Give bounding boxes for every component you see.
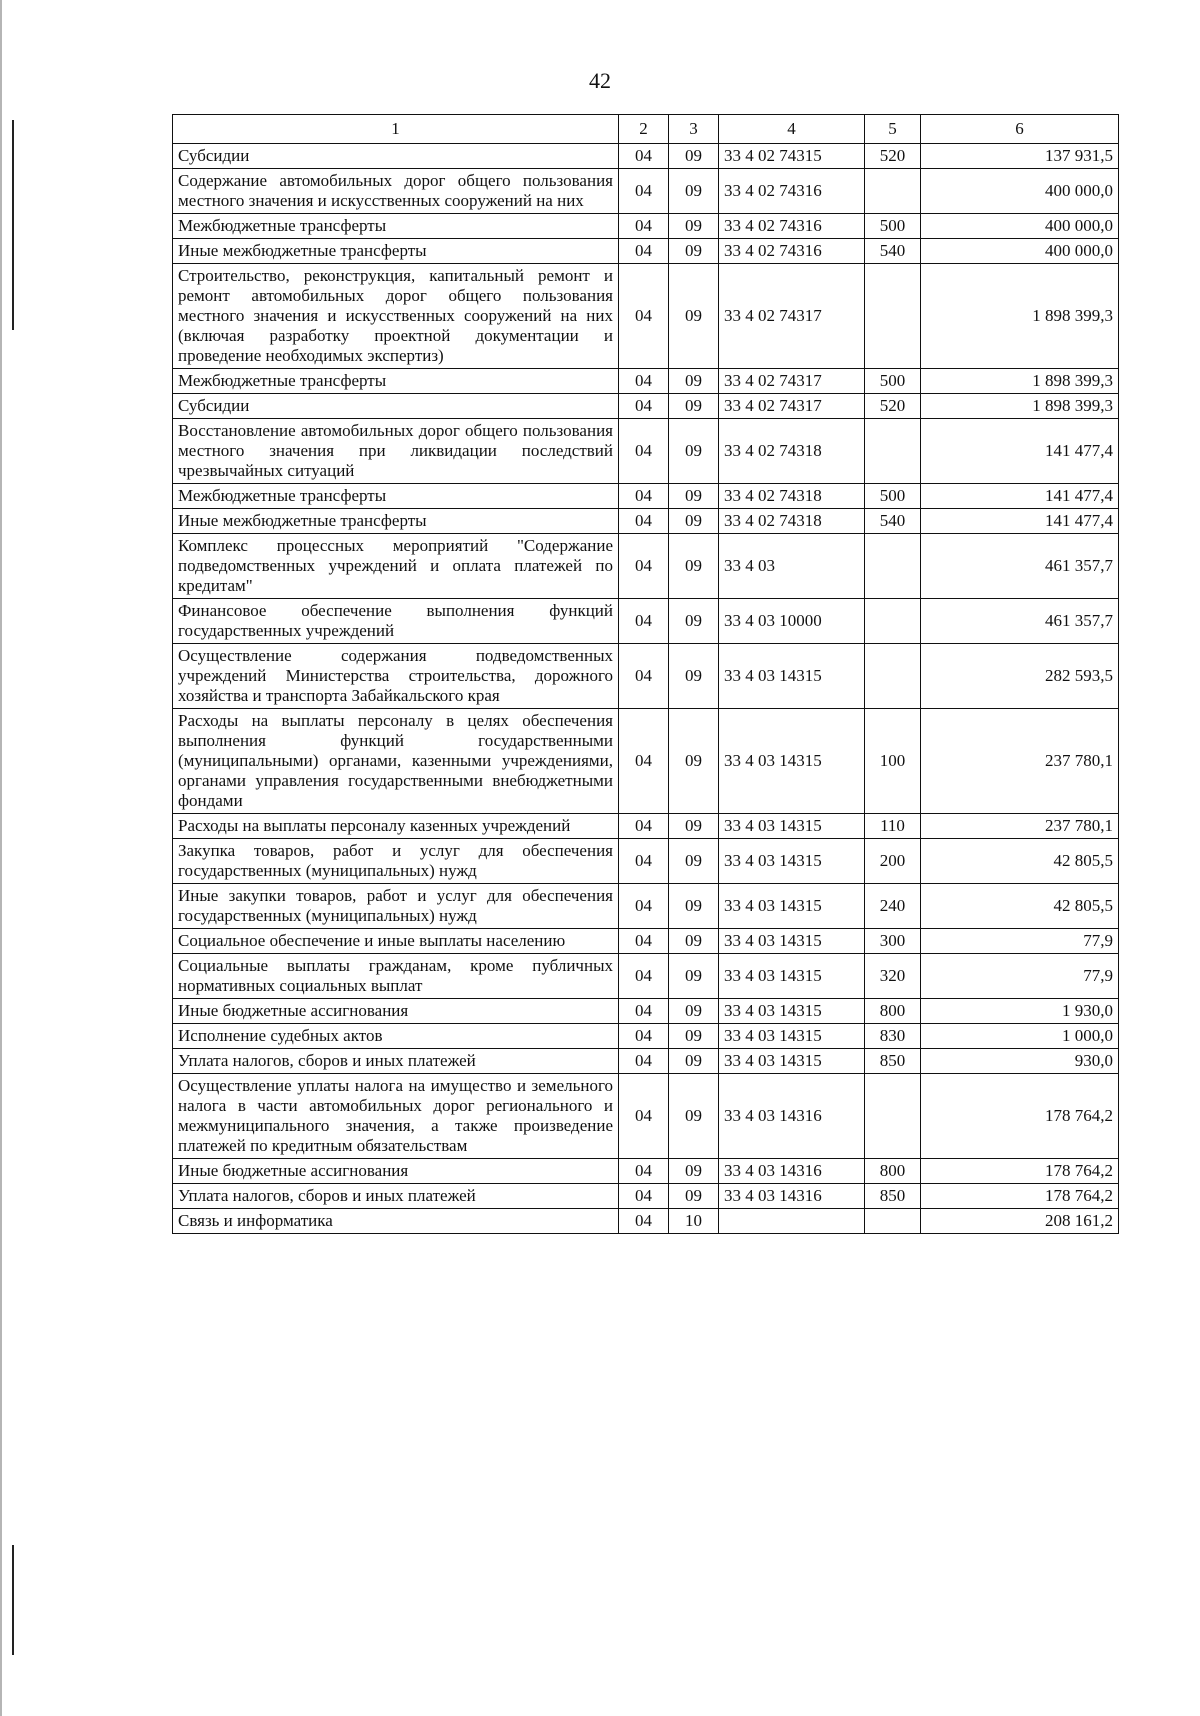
subsection-cell: 09	[669, 644, 719, 709]
row-name-cell: Расходы на выплаты персоналу казенных учреждений	[173, 814, 619, 839]
row-name-cell: Субсидии	[173, 144, 619, 169]
amount-cell: 282 593,5	[921, 644, 1119, 709]
amount-cell: 208 161,2	[921, 1209, 1119, 1234]
table-row	[173, 1074, 1119, 1159]
header-row	[173, 115, 1119, 144]
subsection-cell: 09	[669, 929, 719, 954]
table-row	[173, 1209, 1119, 1234]
row-name-cell: Субсидии	[173, 394, 619, 419]
table-row	[173, 394, 1119, 419]
amount-cell: 400 000,0	[921, 214, 1119, 239]
column-header-3: 3	[669, 115, 719, 144]
expense-kind-cell	[865, 169, 921, 214]
expense-kind-cell	[865, 599, 921, 644]
table-row	[173, 214, 1119, 239]
expense-kind-cell: 850	[865, 1184, 921, 1209]
column-header-5: 5	[865, 115, 921, 144]
row-name-cell: Закупка товаров, работ и услуг для обеспечения государственных (муниципальных) нужд	[173, 839, 619, 884]
column-header-1: 1	[173, 115, 619, 144]
amount-cell: 1 000,0	[921, 1024, 1119, 1049]
subsection-cell: 09	[669, 599, 719, 644]
subsection-cell: 09	[669, 419, 719, 484]
section-cell: 04	[619, 394, 669, 419]
row-name-cell: Строительство, реконструкция, капитальный ремонт и ремонт автомобильных дорог общего пользования местного значения и искусственных сооружений на них (включая разработку проектной документации и проведение необходимых экспертиз)	[173, 264, 619, 369]
expense-kind-cell: 830	[865, 1024, 921, 1049]
amount-cell: 237 780,1	[921, 814, 1119, 839]
subsection-cell: 09	[669, 954, 719, 999]
subsection-cell: 09	[669, 1074, 719, 1159]
target-code-cell: 33 4 02 74317	[719, 369, 865, 394]
table-row	[173, 534, 1119, 599]
target-code-cell: 33 4 03 14315	[719, 1024, 865, 1049]
target-code-cell: 33 4 02 74316	[719, 169, 865, 214]
target-code-cell: 33 4 03 14315	[719, 999, 865, 1024]
target-code-cell: 33 4 03 14315	[719, 884, 865, 929]
target-code-cell: 33 4 03 14315	[719, 814, 865, 839]
section-cell: 04	[619, 929, 669, 954]
expense-kind-cell: 800	[865, 999, 921, 1024]
target-code-cell: 33 4 02 74318	[719, 484, 865, 509]
target-code-cell: 33 4 02 74316	[719, 214, 865, 239]
row-name-cell: Иные бюджетные ассигнования	[173, 999, 619, 1024]
section-cell: 04	[619, 1209, 669, 1234]
scan-left-edge	[0, 0, 2, 1716]
expense-kind-cell: 540	[865, 239, 921, 264]
expense-kind-cell	[865, 1209, 921, 1234]
target-code-cell: 33 4 02 74317	[719, 394, 865, 419]
amount-cell: 42 805,5	[921, 884, 1119, 929]
section-cell: 04	[619, 534, 669, 599]
table-row	[173, 1024, 1119, 1049]
amount-cell: 461 357,7	[921, 534, 1119, 599]
row-name-cell: Иные межбюджетные трансферты	[173, 509, 619, 534]
row-name-cell: Уплата налогов, сборов и иных платежей	[173, 1049, 619, 1074]
row-name-cell: Иные бюджетные ассигнования	[173, 1159, 619, 1184]
row-name-cell: Уплата налогов, сборов и иных платежей	[173, 1184, 619, 1209]
target-code-cell: 33 4 02 74316	[719, 239, 865, 264]
expense-kind-cell: 500	[865, 484, 921, 509]
section-cell: 04	[619, 484, 669, 509]
amount-cell: 461 357,7	[921, 599, 1119, 644]
row-name-cell: Социальные выплаты гражданам, кроме публичных нормативных социальных выплат	[173, 954, 619, 999]
row-name-cell: Осуществление уплаты налога на имущество и земельного налога в части автомобильных дорог регионального и межмуниципального значения, а также произведение платежей по кредитным обязательствам	[173, 1074, 619, 1159]
expense-kind-cell: 520	[865, 144, 921, 169]
expense-kind-cell: 300	[865, 929, 921, 954]
subsection-cell: 09	[669, 814, 719, 839]
target-code-cell: 33 4 02 74318	[719, 419, 865, 484]
section-cell: 04	[619, 419, 669, 484]
subsection-cell: 09	[669, 999, 719, 1024]
amount-cell: 178 764,2	[921, 1184, 1119, 1209]
expense-kind-cell: 850	[865, 1049, 921, 1074]
section-cell: 04	[619, 264, 669, 369]
table-row	[173, 709, 1119, 814]
column-header-6: 6	[921, 115, 1119, 144]
subsection-cell: 09	[669, 1049, 719, 1074]
row-name-cell: Осуществление содержания подведомственных учреждений Министерства строительства, дорожного хозяйства и транспорта Забайкальского края	[173, 644, 619, 709]
target-code-cell: 33 4 02 74318	[719, 509, 865, 534]
row-name-cell: Финансовое обеспечение выполнения функций государственных учреждений	[173, 599, 619, 644]
expense-kind-cell	[865, 264, 921, 369]
section-cell: 04	[619, 214, 669, 239]
subsection-cell: 09	[669, 884, 719, 929]
subsection-cell: 09	[669, 709, 719, 814]
section-cell: 04	[619, 1184, 669, 1209]
table-row	[173, 264, 1119, 369]
section-cell: 04	[619, 599, 669, 644]
scan-margin-mark	[12, 1545, 14, 1655]
target-code-cell: 33 4 03 14315	[719, 954, 865, 999]
expense-kind-cell	[865, 644, 921, 709]
amount-cell: 141 477,4	[921, 509, 1119, 534]
target-code-cell: 33 4 03	[719, 534, 865, 599]
section-cell: 04	[619, 1159, 669, 1184]
subsection-cell: 09	[669, 394, 719, 419]
expense-kind-cell: 520	[865, 394, 921, 419]
amount-cell: 400 000,0	[921, 169, 1119, 214]
section-cell: 04	[619, 954, 669, 999]
amount-cell: 1 898 399,3	[921, 369, 1119, 394]
amount-cell: 77,9	[921, 954, 1119, 999]
target-code-cell: 33 4 03 14315	[719, 1049, 865, 1074]
amount-cell: 1 898 399,3	[921, 394, 1119, 419]
target-code-cell: 33 4 03 14316	[719, 1159, 865, 1184]
column-header-2: 2	[619, 115, 669, 144]
section-cell: 04	[619, 709, 669, 814]
subsection-cell: 09	[669, 839, 719, 884]
target-code-cell	[719, 1209, 865, 1234]
expense-kind-cell	[865, 1074, 921, 1159]
row-name-cell: Межбюджетные трансферты	[173, 484, 619, 509]
amount-cell: 42 805,5	[921, 839, 1119, 884]
amount-cell: 1 930,0	[921, 999, 1119, 1024]
section-cell: 04	[619, 1049, 669, 1074]
expense-kind-cell: 100	[865, 709, 921, 814]
table-row	[173, 239, 1119, 264]
target-code-cell: 33 4 02 74317	[719, 264, 865, 369]
table-row	[173, 644, 1119, 709]
scan-margin-mark	[12, 120, 14, 330]
budget-table	[172, 114, 1119, 1234]
section-cell: 04	[619, 369, 669, 394]
table-row	[173, 509, 1119, 534]
expense-kind-cell: 500	[865, 369, 921, 394]
row-name-cell: Межбюджетные трансферты	[173, 369, 619, 394]
row-name-cell: Комплекс процессных мероприятий "Содержание подведомственных учреждений и оплата платежей по кредитам"	[173, 534, 619, 599]
subsection-cell: 09	[669, 239, 719, 264]
subsection-cell: 09	[669, 484, 719, 509]
subsection-cell: 09	[669, 264, 719, 369]
row-name-cell: Исполнение судебных актов	[173, 1024, 619, 1049]
amount-cell: 178 764,2	[921, 1074, 1119, 1159]
row-name-cell: Связь и информатика	[173, 1209, 619, 1234]
table-row	[173, 839, 1119, 884]
table-row	[173, 484, 1119, 509]
row-name-cell: Содержание автомобильных дорог общего пользования местного значения и искусственных сооружений на них	[173, 169, 619, 214]
subsection-cell: 09	[669, 1024, 719, 1049]
target-code-cell: 33 4 03 14316	[719, 1074, 865, 1159]
expense-kind-cell: 320	[865, 954, 921, 999]
table-body	[173, 144, 1119, 1234]
amount-cell: 400 000,0	[921, 239, 1119, 264]
section-cell: 04	[619, 509, 669, 534]
table-row	[173, 599, 1119, 644]
column-header-4: 4	[719, 115, 865, 144]
section-cell: 04	[619, 839, 669, 884]
table-row	[173, 1159, 1119, 1184]
section-cell: 04	[619, 1024, 669, 1049]
row-name-cell: Иные межбюджетные трансферты	[173, 239, 619, 264]
row-name-cell: Социальное обеспечение и иные выплаты населению	[173, 929, 619, 954]
table-row	[173, 814, 1119, 839]
section-cell: 04	[619, 644, 669, 709]
subsection-cell: 10	[669, 1209, 719, 1234]
table-header	[173, 115, 1119, 144]
target-code-cell: 33 4 03 14315	[719, 709, 865, 814]
table-row	[173, 1049, 1119, 1074]
target-code-cell: 33 4 03 14315	[719, 929, 865, 954]
table-row	[173, 369, 1119, 394]
amount-cell: 178 764,2	[921, 1159, 1119, 1184]
section-cell: 04	[619, 239, 669, 264]
table-row	[173, 419, 1119, 484]
expense-kind-cell: 240	[865, 884, 921, 929]
amount-cell: 137 931,5	[921, 144, 1119, 169]
section-cell: 04	[619, 814, 669, 839]
subsection-cell: 09	[669, 144, 719, 169]
amount-cell: 141 477,4	[921, 419, 1119, 484]
section-cell: 04	[619, 999, 669, 1024]
target-code-cell: 33 4 03 14316	[719, 1184, 865, 1209]
expense-kind-cell: 200	[865, 839, 921, 884]
row-name-cell: Иные закупки товаров, работ и услуг для обеспечения государственных (муниципальных) нужд	[173, 884, 619, 929]
subsection-cell: 09	[669, 509, 719, 534]
table-row	[173, 169, 1119, 214]
table-row	[173, 999, 1119, 1024]
section-cell: 04	[619, 144, 669, 169]
section-cell: 04	[619, 169, 669, 214]
subsection-cell: 09	[669, 534, 719, 599]
amount-cell: 77,9	[921, 929, 1119, 954]
subsection-cell: 09	[669, 214, 719, 239]
subsection-cell: 09	[669, 1159, 719, 1184]
row-name-cell: Восстановление автомобильных дорог общего пользования местного значения при ликвидации последствий чрезвычайных ситуаций	[173, 419, 619, 484]
table-row	[173, 1184, 1119, 1209]
amount-cell: 141 477,4	[921, 484, 1119, 509]
amount-cell: 930,0	[921, 1049, 1119, 1074]
row-name-cell: Расходы на выплаты персоналу в целях обеспечения выполнения функций государственными (муниципальными) органами, казенными учреждениями, органами управления государственными внебюджетными фондами	[173, 709, 619, 814]
expense-kind-cell: 800	[865, 1159, 921, 1184]
section-cell: 04	[619, 1074, 669, 1159]
target-code-cell: 33 4 03 10000	[719, 599, 865, 644]
target-code-cell: 33 4 03 14315	[719, 644, 865, 709]
table-row	[173, 929, 1119, 954]
amount-cell: 237 780,1	[921, 709, 1119, 814]
table-row	[173, 954, 1119, 999]
expense-kind-cell	[865, 419, 921, 484]
amount-cell: 1 898 399,3	[921, 264, 1119, 369]
expense-kind-cell: 110	[865, 814, 921, 839]
table-row	[173, 144, 1119, 169]
row-name-cell: Межбюджетные трансферты	[173, 214, 619, 239]
expense-kind-cell: 500	[865, 214, 921, 239]
page-number: 42	[589, 68, 611, 93]
target-code-cell: 33 4 03 14315	[719, 839, 865, 884]
target-code-cell: 33 4 02 74315	[719, 144, 865, 169]
table-row	[173, 884, 1119, 929]
section-cell: 04	[619, 884, 669, 929]
expense-kind-cell: 540	[865, 509, 921, 534]
subsection-cell: 09	[669, 369, 719, 394]
subsection-cell: 09	[669, 1184, 719, 1209]
expense-kind-cell	[865, 534, 921, 599]
subsection-cell: 09	[669, 169, 719, 214]
